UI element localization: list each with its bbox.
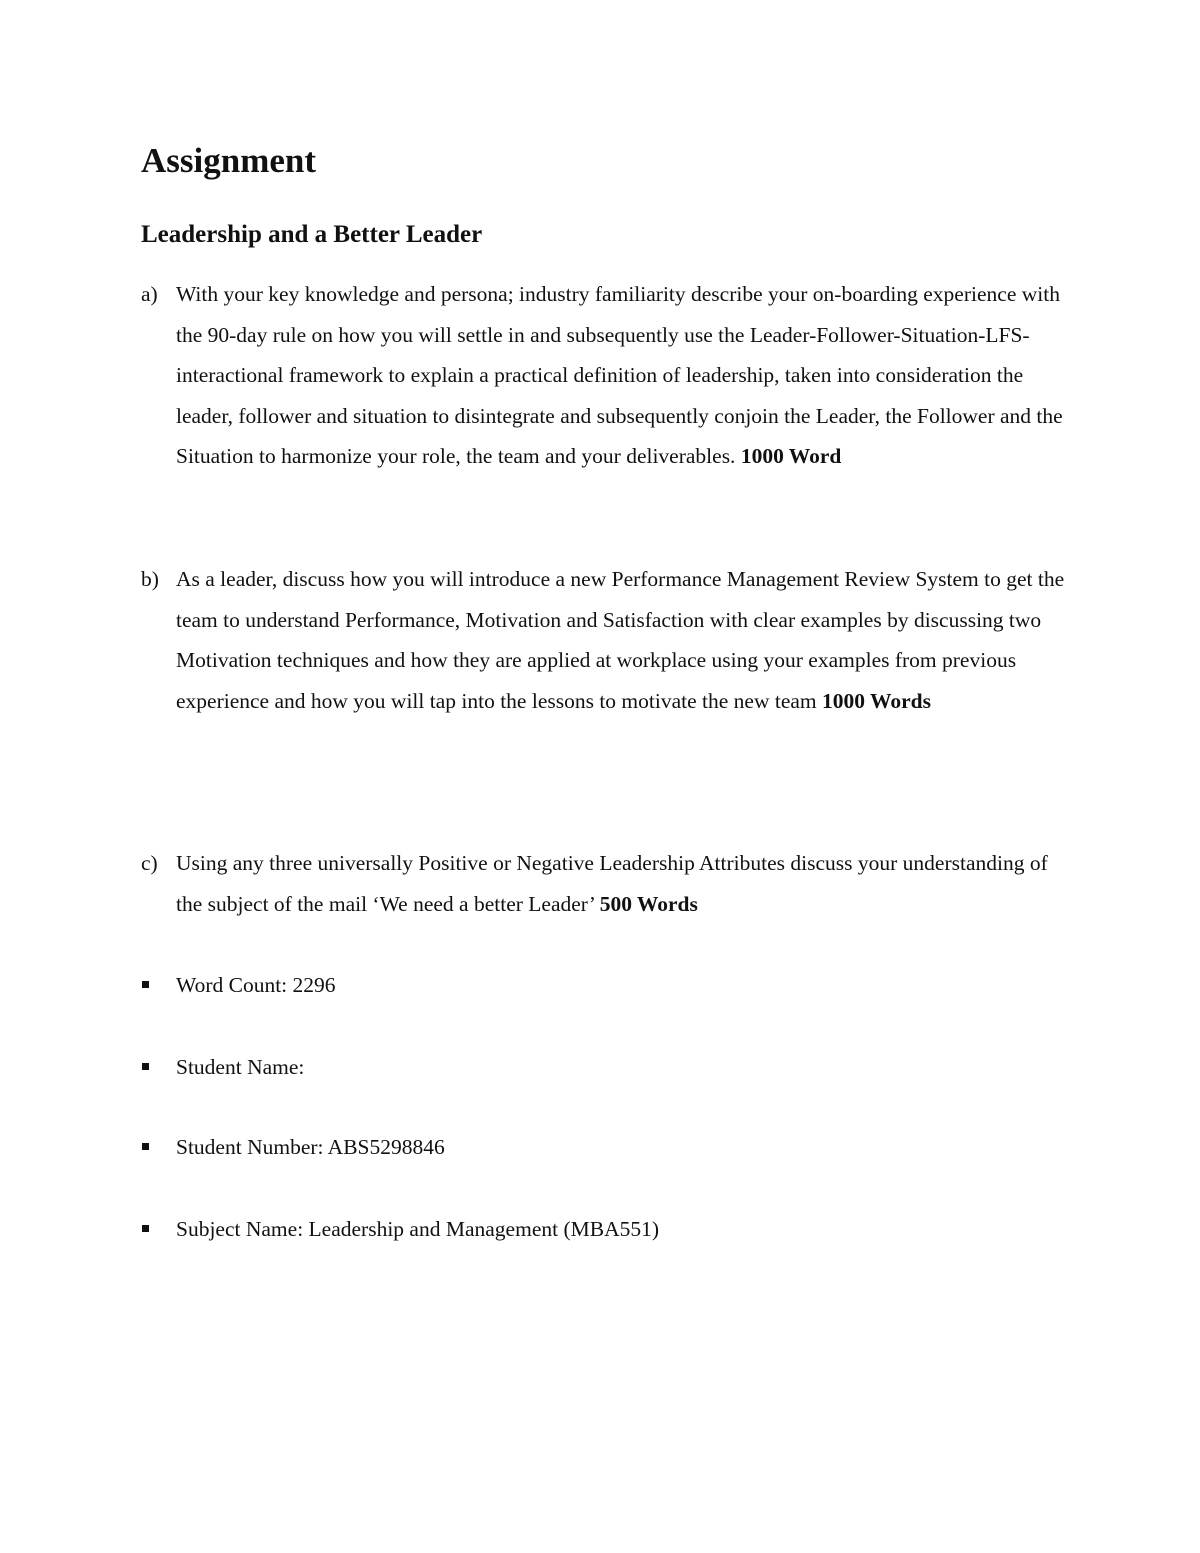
document-subtitle: Leadership and a Better Leader <box>141 221 483 248</box>
question-c-text: Using any three universally Positive or Negative Leadership Attributes discuss your understanding of the subject of the mail ‘We need a better Leader’ <box>176 851 1048 916</box>
question-b <box>141 559 1071 721</box>
question-c <box>141 843 1071 924</box>
question-b-marker: b) <box>141 567 159 591</box>
question-b-body <box>176 559 1071 721</box>
detail-student-name-text: Student Name: <box>176 1055 305 1079</box>
square-bullet-icon <box>142 1225 149 1232</box>
detail-word-count <box>141 965 336 1005</box>
question-a-word-count: 1000 Word <box>740 444 842 469</box>
detail-student-number-text: Student Number: ABS5298846 <box>176 1135 445 1159</box>
question-a-marker: a) <box>141 282 158 306</box>
question-a-body <box>176 274 1071 477</box>
document-title: Assignment <box>141 141 317 180</box>
question-c-body <box>176 843 1071 924</box>
detail-subject-name-text: Subject Name: Leadership and Management (MBA551) <box>176 1217 660 1241</box>
question-a-text: With your key knowledge and persona; industry familiarity describe your on-boarding experience with the 90-day rule on how you will settle in and subsequently use the Leader-Follower-Situation-LFS-interactional framework to explain a practical definition of leadership, taken into consideration the leader, follower and situation to disintegrate and subsequently conjoin the Leader, the Follower and the Situation to harmonize your role, the team and your deliverables. <box>176 282 1063 469</box>
detail-student-number <box>141 1127 445 1167</box>
square-bullet-icon <box>142 1063 149 1070</box>
square-bullet-icon <box>142 981 149 988</box>
detail-subject-name <box>141 1209 659 1249</box>
question-b-text: As a leader, discuss how you will introduce a new Performance Management Review System to get the team to understand Performance, Motivation and Satisfaction with clear examples by discussing two Motivation techniques and how they are applied at workplace using your examples from previous experience and how you will tap into the lessons to motivate the new team <box>176 567 1065 713</box>
detail-word-count-text: Word Count: 2296 <box>176 973 336 997</box>
question-a <box>141 274 1071 477</box>
question-c-marker: c) <box>141 851 158 875</box>
question-c-word-count: 500 Words <box>599 891 698 916</box>
detail-student-name <box>141 1047 304 1087</box>
square-bullet-icon <box>142 1143 149 1150</box>
question-b-word-count: 1000 Words <box>822 688 931 713</box>
